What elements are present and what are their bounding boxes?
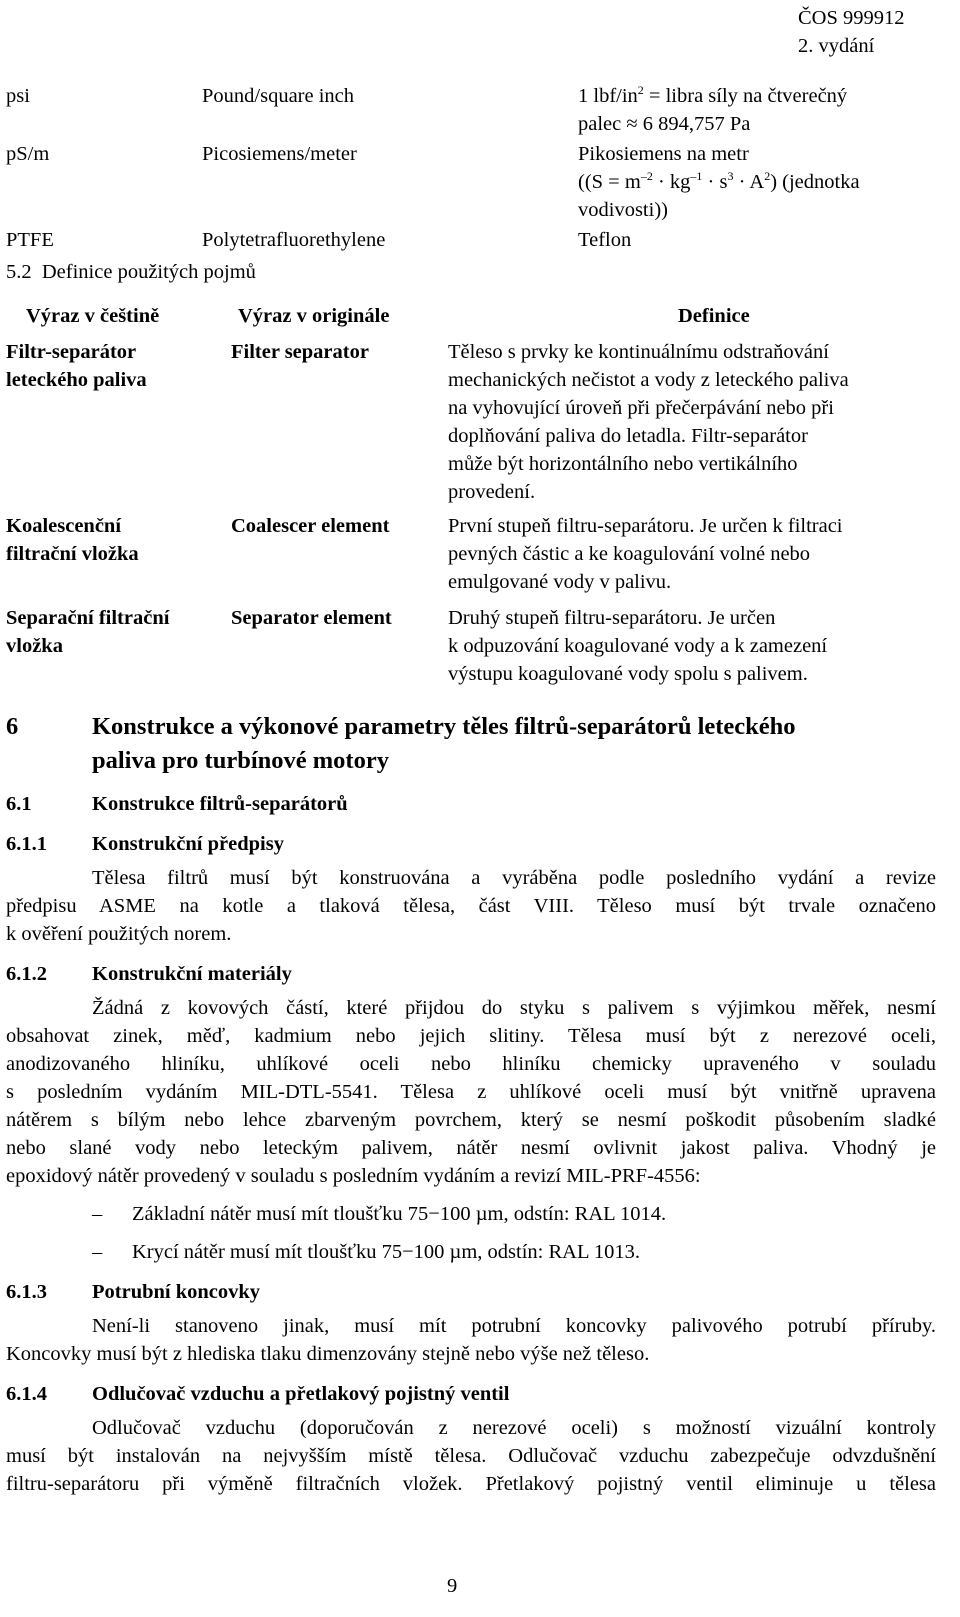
abbr-meaning-cont: palec ≈ 6 894,757 Pa — [578, 113, 751, 135]
table-cell-czech: vložka — [6, 635, 63, 657]
table-cell-czech: Koalescenční — [6, 515, 122, 537]
paragraph-line: nebo slané vody nebo leteckým palivem, nátěr nesmí ovlivnit jakost paliva. Vhodný je — [6, 1137, 936, 1159]
bullet-item: – Krycí nátěr musí mít tloušťku 75−100 µm, odstín: RAL 1013. — [92, 1238, 640, 1266]
abbr-meaning: Teflon — [578, 229, 632, 251]
section-6-1-title: Konstrukce filtrů-separátorů — [92, 793, 348, 815]
table-cell-definition: na vyhovující úroveň při přečerpávání nebo při — [448, 397, 834, 419]
table-cell-definition: provedení. — [448, 481, 536, 503]
section-6-title: Konstrukce a výkonové parametry těles filtrů-separátorů leteckého — [92, 713, 796, 740]
section-6-1-4-title: Odlučovač vzduchu a přetlakový pojistný ventil — [92, 1383, 510, 1405]
section-6-1-3-title: Potrubní koncovky — [92, 1281, 261, 1303]
table-cell-definition: emulgované vody v palivu. — [448, 571, 672, 593]
section-number: 5.2 — [6, 261, 32, 283]
dash-bullet-icon: – — [92, 1203, 103, 1225]
paragraph-line: filtru-separátoru při výměně filtračních vložek. Přetlakový pojistný ventil eliminuje u tělesa — [6, 1473, 936, 1495]
table-header-original: Výraz v originále — [238, 305, 390, 327]
abbr-original: Pound/square inch — [202, 85, 355, 107]
page-number: 9 — [447, 1575, 458, 1597]
document-page — [6, 0, 936, 1617]
paragraph-line: Tělesa filtrů musí být konstruována a vyráběna podle posledního vydání a revize — [92, 867, 936, 889]
section-5-2-heading — [6, 258, 256, 286]
table-cell-czech: Separační filtrační — [6, 607, 170, 629]
table-cell-definition: výstupu koagulované vody spolu s palivem. — [448, 663, 808, 685]
section-6-1-1-number: 6.1.1 — [6, 833, 47, 855]
paragraph-line: Není-li stanoveno jinak, musí mít potrubní koncovky palivového potrubí příruby. — [92, 1315, 936, 1337]
table-cell-czech: leteckého paliva — [6, 369, 147, 391]
abbr-meaning: Pikosiemens na metr — [578, 143, 749, 165]
abbr-term: PTFE — [6, 229, 54, 251]
section-6-1-number: 6.1 — [6, 793, 32, 815]
table-cell-definition: Těleso s prvky ke kontinuálnímu odstraňování — [448, 341, 829, 363]
paragraph-line: Odlučovač vzduchu (doporučován z nerezové oceli) s možností vizuální kontroly — [92, 1417, 936, 1439]
table-cell-original: Separator element — [231, 607, 392, 629]
edition: 2. vydání — [798, 35, 875, 57]
paragraph-line: musí být instalován na nejvyšším místě tělesa. Odlučovač vzduchu zabezpečuje odvzdušnění — [6, 1445, 936, 1467]
table-cell-czech: Filtr-separátor — [6, 341, 137, 363]
doc-id: ČOS 999912 — [798, 7, 905, 29]
table-cell-definition: mechanických nečistot a vody z leteckého paliva — [448, 369, 849, 391]
paragraph-line: s posledním vydáním MIL-DTL-5541. Tělesa z uhlíkové oceli musí být vnitřně upravena — [6, 1081, 936, 1103]
abbr-original: Polytetrafluorethylene — [202, 229, 386, 251]
table-header-czech: Výraz v češtině — [26, 305, 160, 327]
table-header-definition: Definice — [678, 305, 750, 327]
section-6-1-4-number: 6.1.4 — [6, 1383, 47, 1405]
abbr-term: psi — [6, 85, 30, 107]
paragraph-line: nátěrem s bílým nebo lehce zbarveným povrchem, který se nesmí poškodit působením sladké — [6, 1109, 936, 1131]
paragraph-line: předpisu ASME na kotle a tlaková tělesa, část VIII. Těleso musí být trvale označeno — [6, 895, 936, 917]
table-cell-definition: pevných částic a ke koagulování volné nebo — [448, 543, 811, 565]
table-cell-definition: Druhý stupeň filtru-separátoru. Je určen — [448, 607, 776, 629]
section-6-1-2-title: Konstrukční materiály — [92, 963, 292, 985]
table-cell-definition: První stupeň filtru-separátoru. Je určen k filtraci — [448, 515, 843, 537]
table-cell-original: Coalescer element — [231, 515, 390, 537]
table-cell-definition: může být horizontálního nebo vertikálního — [448, 453, 798, 475]
bullet-item: – Základní nátěr musí mít tloušťku 75−100 µm, odstín: RAL 1014. — [92, 1200, 666, 1228]
section-6-1-1-title: Konstrukční předpisy — [92, 833, 284, 855]
abbr-original: Picosiemens/meter — [202, 143, 357, 165]
dash-bullet-icon: – — [92, 1241, 103, 1263]
paragraph-line: Koncovky musí být z hlediska tlaku dimenzovány stejně nebo výše než těleso. — [6, 1343, 650, 1365]
paragraph-line: obsahovat zinek, měď, kadmium nebo jejich slitiny. Tělesa musí být z nerezové oceli, — [6, 1025, 936, 1047]
abbr-term: pS/m — [6, 143, 50, 165]
paragraph-line: epoxidový nátěr provedený v souladu s posledním vydáním a revizí MIL-PRF-4556: — [6, 1165, 701, 1187]
abbr-meaning: 1 lbf/$in^2$ = libra síly na čtverečný — [578, 83, 848, 107]
paragraph-line: k ověření použitých norem. — [6, 923, 232, 945]
table-cell-definition: doplňování paliva do letadla. Filtr-separátor — [448, 425, 808, 447]
table-cell-definition: k odpuzování koagulované vody a k zamezení — [448, 635, 828, 657]
table-cell-original: Filter separator — [231, 341, 369, 363]
abbr-meaning-formula: ($(S = m^{-2} \cdot kg^{-1} \cdot s^3 \cdot A^2)$ (jednotka — [578, 169, 860, 193]
section-6-title-cont: paliva pro turbínové motory — [92, 747, 389, 774]
section-6-1-3-number: 6.1.3 — [6, 1281, 47, 1303]
section-6-1-2-number: 6.1.2 — [6, 963, 47, 985]
paragraph-line: anodizovaného hliníku, uhlíkové oceli nebo hliníku chemicky upraveného v souladu — [6, 1053, 936, 1075]
section-title: Definice použitých pojmů — [41, 261, 256, 283]
table-cell-czech: filtrační vložka — [6, 543, 139, 565]
section-6-number: 6 — [6, 713, 19, 740]
abbr-meaning-cont: vodivosti)) — [578, 199, 668, 221]
paragraph-line: Žádná z kovových částí, které přijdou do styku s palivem s výjimkou měřek, nesmí — [92, 997, 936, 1019]
